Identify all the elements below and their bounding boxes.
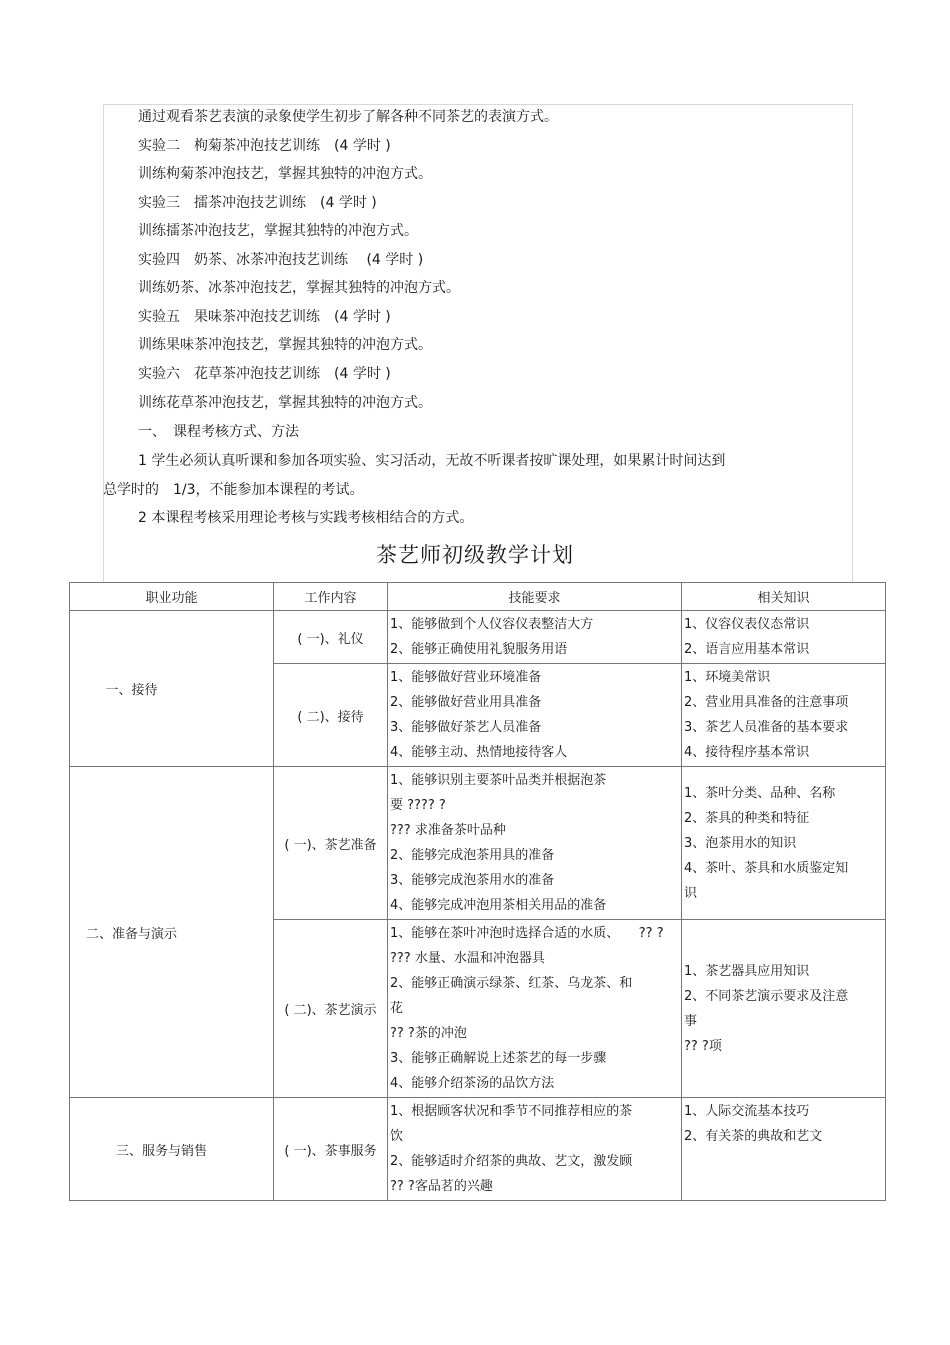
intro-line: 实验六 花草茶冲泡技艺训练 (4 学时 ) (138, 366, 391, 382)
skill-line: 要 ???? ? (390, 798, 446, 813)
skills-cell (388, 920, 682, 1098)
skill-line: 1、根据顾客状况和季节不同推荐相应的茶 (390, 1104, 633, 1119)
plan-title: 茶艺师初级教学计划 (376, 543, 574, 567)
knowledge-line: 3、茶艺人员准备的基本要求 (684, 720, 849, 735)
intro-line: 总学时的 1/3，不能参加本课程的考试。 (103, 482, 364, 498)
skill-line: 3、能够完成泡茶用水的准备 (390, 873, 555, 888)
skill-line: ?? ?客品茗的兴趣 (390, 1179, 493, 1194)
skill-line: 2、能够正确演示绿茶、红茶、乌龙茶、和 (390, 976, 633, 991)
intro-line: 2 本课程考核采用理论考核与实践考核相结合的方式。 (138, 510, 474, 526)
function-cell: 一、接待 (70, 611, 274, 767)
header-knowledge: 相关知识 (682, 583, 886, 611)
intro-line: 实验四 奶茶、冰茶冲泡技艺训练 (4 学时 ) (138, 252, 424, 268)
knowledge-line: 3、泡茶用水的知识 (684, 835, 797, 851)
function-cell: 二、准备与演示 (70, 767, 274, 1098)
content-cell: ( 一)、礼仪 (274, 611, 388, 664)
intro-line: 训练花草茶冲泡技艺，掌握其独特的冲泡方式。 (138, 395, 432, 411)
intro-line: 实验二 枸菊茶冲泡技艺训练 (4 学时 ) (138, 138, 391, 154)
header-function: 职业功能 (70, 583, 274, 611)
skill-line: 4、能够介绍茶汤的品饮方法 (390, 1076, 555, 1091)
header-content: 工作内容 (274, 583, 388, 611)
intro-line: 实验五 果味茶冲泡技艺训练 (4 学时 ) (138, 309, 391, 325)
knowledge-line: 2、营业用具准备的注意事项 (684, 695, 849, 710)
knowledge-line: 1、茶艺器具应用知识 (684, 963, 810, 979)
skill-line: 3、能够正确解说上述茶艺的每一步骤 (390, 1051, 607, 1066)
header-skills: 技能要求 (388, 583, 682, 611)
skill-line: ??? 求准备茶叶品种 (390, 823, 506, 838)
teaching-plan-table (69, 582, 886, 1201)
intro-line: 实验三 擂茶冲泡技艺训练 (4 学时 ) (138, 195, 377, 211)
table-row (70, 611, 886, 664)
skills-cell (388, 1098, 682, 1201)
skill-line: 4、能够主动、热情地接待客人 (390, 745, 568, 760)
knowledge-line: 1、茶叶分类、品种、名称 (684, 785, 836, 801)
skill-line: 1、能够做好营业环境准备 (390, 670, 542, 685)
knowledge-line: 4、茶叶、茶具和水质鉴定知 (684, 860, 849, 876)
knowledge-cell (682, 767, 886, 920)
knowledge-line: 4、接待程序基本常识 (684, 745, 810, 760)
knowledge-cell (682, 664, 886, 767)
intro-line: 训练擂茶冲泡技艺，掌握其独特的冲泡方式。 (138, 223, 418, 239)
knowledge-line: 1、人际交流基本技巧 (684, 1104, 810, 1119)
skill-line: ?? ?茶的冲泡 (390, 1026, 467, 1041)
skill-line: 1、能够在茶叶冲泡时选择合适的水质、 ?? ? (390, 926, 664, 941)
skill-line: 2、能够适时介绍茶的典故、艺文，激发顾 (390, 1154, 633, 1169)
skill-line: 1、能够识别主要茶叶品类并根据泡茶 (390, 773, 607, 788)
content-cell: ( 二)、接待 (274, 664, 388, 767)
knowledge-line: 2、不同茶艺演示要求及注意 (684, 988, 849, 1004)
knowledge-line: 1、环境美常识 (684, 670, 771, 685)
content-cell: ( 一)、茶艺准备 (274, 767, 388, 920)
content-cell: ( 一)、茶事服务 (274, 1098, 388, 1201)
table-row (70, 767, 886, 920)
skill-line: 3、能够做好茶艺人员准备 (390, 720, 542, 735)
knowledge-line: 事 (684, 1013, 698, 1029)
function-cell: 三、服务与销售 (70, 1098, 274, 1201)
intro-line: 训练果味茶冲泡技艺，掌握其独特的冲泡方式。 (138, 337, 432, 353)
intro-line: 1 学生必须认真听课和参加各项实验、实习活动，无故不听课者按旷课处理，如果累计时间达到 (138, 453, 726, 469)
skill-line: 1、能够做到个人仪容仪表整洁大方 (390, 617, 594, 632)
skills-cell (388, 664, 682, 767)
skill-line: ??? 水量、水温和冲泡器具 (390, 951, 545, 966)
knowledge-line: 2、茶具的种类和特征 (684, 810, 810, 826)
knowledge-cell (682, 611, 886, 664)
skills-cell (388, 767, 682, 920)
knowledge-line: 2、有关茶的典故和艺文 (684, 1129, 823, 1144)
knowledge-line: 识 (684, 885, 698, 901)
intro-line: 训练枸菊茶冲泡技艺，掌握其独特的冲泡方式。 (138, 166, 432, 182)
section-heading: 一、 课程考核方式、方法 (138, 424, 299, 440)
intro-line: 通过观看茶艺表演的录象使学生初步了解各种不同茶艺的表演方式。 (138, 109, 558, 125)
knowledge-line: ?? ?项 (684, 1038, 722, 1054)
skill-line: 2、能够完成泡茶用具的准备 (390, 848, 555, 863)
skill-line: 饮 (390, 1129, 404, 1144)
skill-line: 4、能够完成冲泡用茶相关用品的准备 (390, 898, 607, 913)
knowledge-cell (682, 920, 886, 1098)
knowledge-line: 1、仪容仪表仪态常识 (684, 617, 810, 632)
skill-line: 2、能够做好营业用具准备 (390, 695, 542, 710)
table-header-row (70, 583, 886, 611)
content-cell: ( 二)、茶艺演示 (274, 920, 388, 1098)
skill-line: 2、能够正确使用礼貌服务用语 (390, 642, 568, 657)
table-row (70, 1098, 886, 1201)
skills-cell (388, 611, 682, 664)
knowledge-cell (682, 1098, 886, 1201)
intro-line: 训练奶茶、冰茶冲泡技艺，掌握其独特的冲泡方式。 (138, 280, 460, 296)
knowledge-line: 2、语言应用基本常识 (684, 642, 810, 657)
skill-line: 花 (390, 1001, 404, 1016)
